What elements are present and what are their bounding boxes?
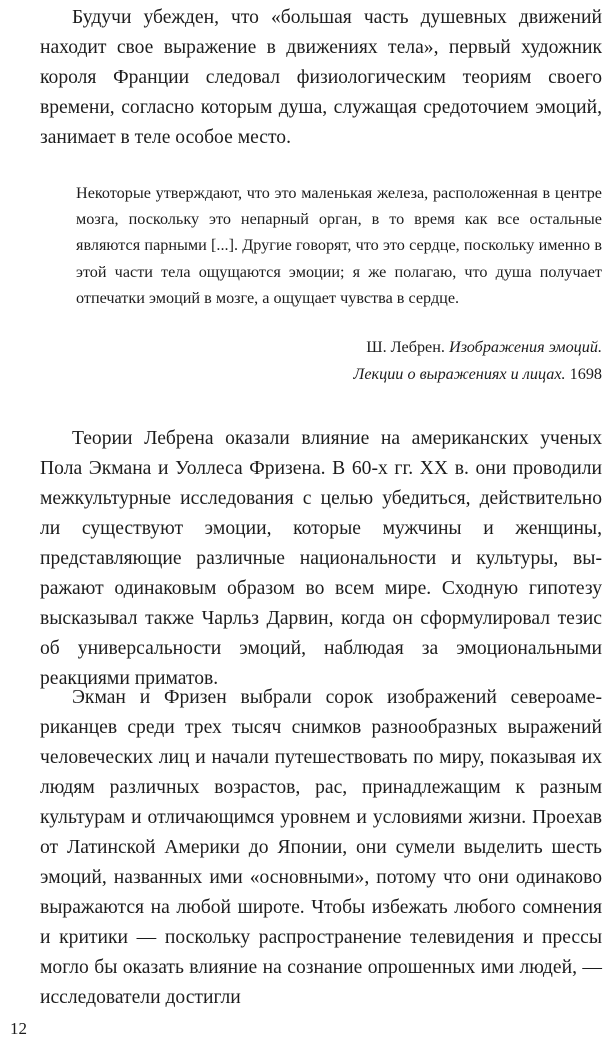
quote-attribution: [72, 334, 602, 387]
attribution-year: 1698: [569, 364, 602, 383]
attribution-line-2: [72, 361, 602, 388]
paragraph-ekman-friesen: Теории Лебрена оказали влияние на американских ученых Пола Экмана и Уоллеса Фризена. В 60-х гг. XX в. они проводили межкультурные исследования с целью убедиться, действительно ли существуют эмоции, которые мужчины и женщины, представляющие различные национальности и культуры, выражают одинаковым образом во всем мире. Сходную гипотезу высказывал также Чарльз Дарвин, когда он сформулировал тезис об универсальности эмоций, наблюдая за эмоциональными реакциями приматов.: [40, 428, 602, 689]
block-quote: Некоторые утверждают, что это маленькая железа, расположенная в центре мозга, поскольку это непарный орган, в то время как все остальные являются парными [...]. Другие говорят, что это сердце, поскольку именно в этой части тела ощущаются эмоции; я же полагаю, что душа получает отпечатки эмоций в мозге, а ощущает чувства в сердце.: [76, 184, 602, 307]
page-number: 12: [10, 1019, 27, 1038]
paragraph-lebrun-theory: Будучи убежден, что «большая часть душевных движений находит свое выражение в движениях тела», первый художник короля Франции следовал физиологическим теориям своего времени, согласно которым душа, служащая средоточием эмоций, занимает в теле особое место.: [40, 7, 602, 148]
paragraph-basic-emotions: Экман и Фризен выбрали сорок изображений североамериканцев среди трех тысяч снимков разнообразных выражений человеческих лиц и начали путешествовать по миру, показывая их людям различных возрастов, рас, принадлежащим к разным культурам и отличающимся уровнем и условиями жизни. Проехав от Латинской Америки до Японии, они сумели выделить шесть эмоций, названных ими «основными», потому что они одинаково выражаются на любой широте. Чтобы избежать любого сомнения и критики — поскольку распространение телевидения и прессы могло бы оказать влияние на сознание опрошенных ими людей, — исследователи достигли: [40, 687, 602, 1008]
attribution-title-2: Лекции о выражениях и лицах.: [353, 364, 566, 383]
attribution-title-1: Изображения эмоций.: [449, 338, 602, 356]
attribution-author: Ш. Лебрен.: [366, 338, 445, 356]
attribution-line-1: [72, 334, 602, 361]
